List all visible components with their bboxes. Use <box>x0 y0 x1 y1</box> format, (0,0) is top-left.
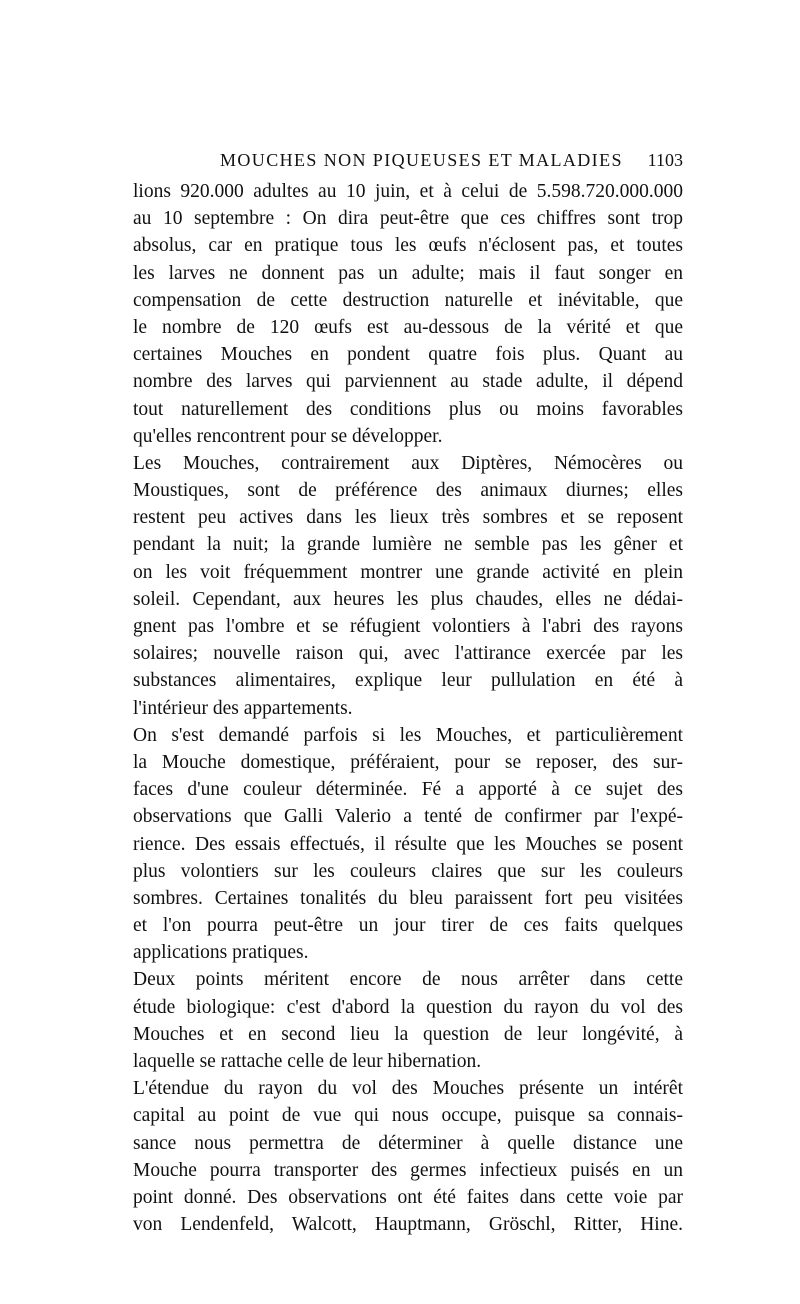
text-line: certaines Mouches en pondent quatre fois plus. Quant au <box>133 344 683 366</box>
text-line: et l'on pourra peut-être un jour tirer de ces faits quelques <box>133 915 683 937</box>
text-line: L'étendue du rayon du vol des Mouches présente un intérêt <box>133 1078 683 1100</box>
running-header <box>133 146 683 174</box>
paragraph-flight-range <box>133 1075 683 1238</box>
text-line: soleil. Cependant, aux heures les plus chaudes, elles ne dédai- <box>133 588 683 610</box>
text-line: laquelle se rattache celle de leur hibernation. <box>133 1051 482 1072</box>
text-line: lions 920.000 adultes au 10 juin, et à celui de 5.598.720.000.000 <box>133 181 683 202</box>
page-number: 1103 <box>647 150 683 170</box>
text-line: nombre des larves qui parviennent au stade adulte, il dépend <box>133 371 683 393</box>
text-line: faces d'une couleur déterminée. Fé a apporté à ce sujet des <box>133 779 683 801</box>
text-line: observations que Galli Valerio a tenté de confirmer par l'expé- <box>133 806 683 828</box>
text-line: absolus, car en pratique tous les œufs n'éclosent pas, et toutes <box>133 235 683 257</box>
text-line: Deux points méritent encore de nous arrêter dans cette <box>133 969 683 991</box>
text-line: l'intérieur des appartements. <box>133 697 353 719</box>
text-line: Les Mouches, contrairement aux Diptères, Némocères ou <box>133 452 683 474</box>
text-line: le nombre de 120 œufs est au-dessous de la vérité et que <box>133 316 683 338</box>
paragraph-color-preference <box>133 722 683 967</box>
text-line: plus volontiers sur les couleurs claires que sur les couleurs <box>133 860 683 882</box>
text-line: étude biologique: c'est d'abord la question du rayon du vol des <box>133 996 683 1018</box>
text-line: solaires; nouvelle raison qui, avec l'attirance exercée par les <box>133 643 683 665</box>
text-line: tout naturellement des conditions plus ou moins favorables <box>133 398 683 420</box>
text-line: applications pratiques. <box>133 942 309 964</box>
text-line: sombres. Certaines tonalités du bleu paraissent fort peu visitées <box>133 887 683 909</box>
text-line: au 10 septembre : On dira peut-être que ces chiffres sont trop <box>133 208 683 230</box>
body-text <box>133 178 683 1238</box>
paragraph-fly-count <box>133 178 683 450</box>
text-line: qu'elles rencontrent pour se développer. <box>133 425 443 447</box>
text-line: von Lendenfeld, Walcott, Hauptmann, Gröschl, Ritter, Hine. <box>133 1214 683 1236</box>
paragraph-diurnal-habits <box>133 450 683 722</box>
text-line: gnent pas l'ombre et se réfugient volontiers à l'abri des rayons <box>133 616 683 637</box>
text-line: capital au point de vue qui nous occupe, puisque sa connais- <box>133 1105 683 1127</box>
paragraph-two-points <box>133 966 683 1075</box>
text-line: Moustiques, sont de préférence des animaux diurnes; elles <box>133 480 683 502</box>
text-line: on les voit fréquemment montrer une grande activité en plein <box>133 561 683 583</box>
text-line: substances alimentaires, explique leur pullulation en été à <box>133 670 683 692</box>
text-line: compensation de cette destruction naturelle et inévitable, que <box>133 289 683 311</box>
running-title: MOUCHES NON PIQUEUSES ET MALADIES <box>220 150 623 170</box>
text-line: Mouche pourra transporter des germes infectieux puisés en un <box>133 1159 683 1181</box>
text-line: rience. Des essais effectués, il résulte que les Mouches se posent <box>133 833 683 855</box>
text-line: Mouches et en second lieu la question de leur longévité, à <box>133 1023 683 1045</box>
text-line: la Mouche domestique, préféraient, pour se reposer, des sur- <box>133 751 683 773</box>
text-line: On s'est demandé parfois si les Mouches, et particulièrement <box>133 724 683 746</box>
text-line: point donné. Des observations ont été faites dans cette voie par <box>133 1186 683 1208</box>
text-line: pendant la nuit; la grande lumière ne semble pas les gêner et <box>133 534 683 556</box>
text-line: restent peu actives dans les lieux très sombres et se reposent <box>133 507 683 529</box>
text-line: les larves ne donnent pas un adulte; mais il faut songer en <box>133 262 683 284</box>
text-line: sance nous permettra de déterminer à quelle distance une <box>133 1132 683 1154</box>
